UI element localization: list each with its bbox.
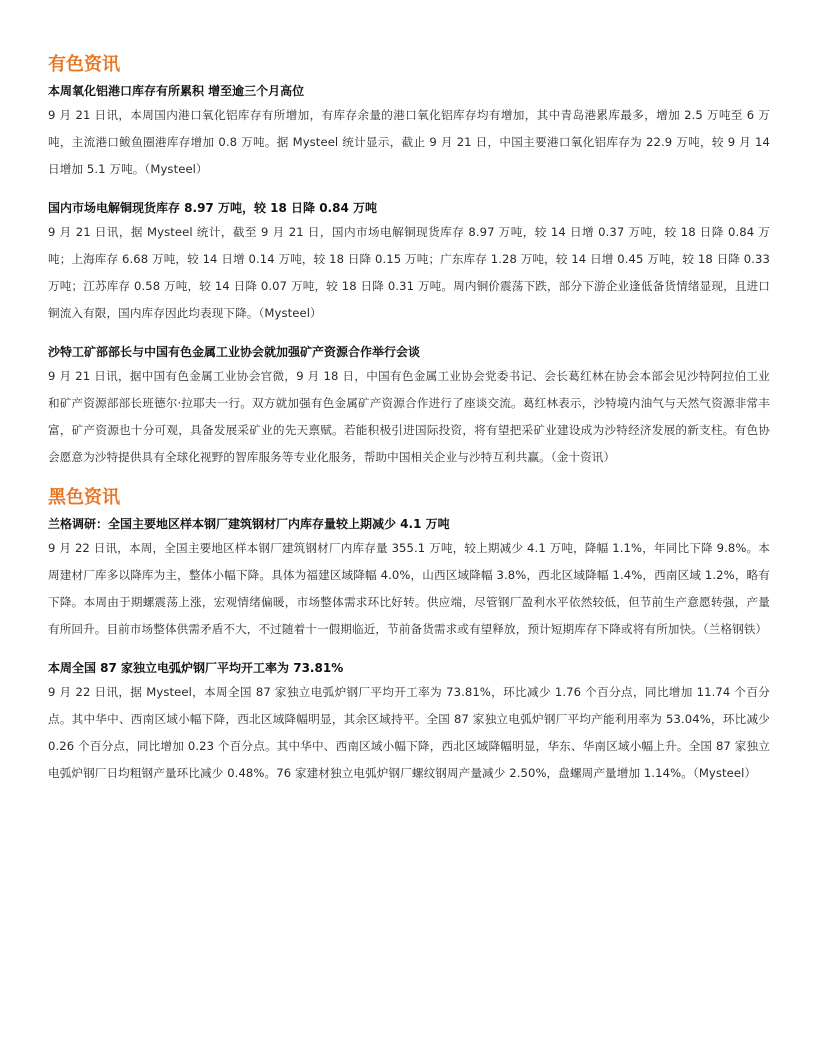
section-heading-ferrous: 黑色资讯 xyxy=(48,487,120,508)
article-title: 国内市场电解铜现货库存 8.97 万吨，较 18 日降 0.84 万吨 xyxy=(48,201,377,215)
article-title: 沙特工矿部部长与中国有色金属工业协会就加强矿产资源合作举行会谈 xyxy=(48,345,421,359)
article-title: 本周全国 87 家独立电弧炉钢厂平均开工率为 73.81% xyxy=(48,661,344,675)
article-body: 9 月 22 日讯，据 Mysteel，本周全国 87 家独立电弧炉钢厂平均开工率为 73.81%，环比减少 1.76 个百分点，同比增加 11.74 个百分点。其中华中、西南区域小幅下降，西北区域降幅明显，其余区域持平。全国 87 家独立电弧炉钢厂平均产能利用率为 53.04%，环比减少 0.26 个百分点，同比增加 0.23 个百分点。其中华中、西南区域小幅下降，西北区域降幅明显，华东、华南区域小幅上升。全国 87 家独立电弧炉钢厂日均粗钢产量环比减少 0.48%。76 家建材独立电弧炉钢厂螺纹钢周产量减少 2.50%，盘螺周产量增加 1.14%。（Mysteel） xyxy=(48,685,770,780)
article-body: 9 月 21 日讯，据中国有色金属工业协会官微，9 月 18 日，中国有色金属工业协会党委书记、会长葛红林在协会本部会见沙特阿拉伯工业和矿产资源部部长班德尔·拉耶夫一行。双方就加强有色金属矿产资源合作进行了座谈交流。葛红林表示，沙特境内油气与天然气资源非常丰富，矿产资源也十分可观，具备发展采矿业的先天禀赋。若能积极引进国际投资，将有望把采矿业建设成为沙特经济发展的新支柱。有色协会愿意为沙特提供具有全球化视野的智库服务等专业化服务，帮助中国相关企业与沙特互利共赢。（金十资讯） xyxy=(48,369,770,464)
article-body: 9 月 21 日讯，本周国内港口氧化铝库存有所增加，有库存余量的港口氧化铝库存均有增加，其中青岛港累库最多，增加 2.5 万吨至 6 万吨，主流港口鲅鱼圈港库存增加 0.8 万吨。据 Mysteel 统计显示，截止 9 月 21 日，中国主要港口氧化铝库存为 22.9 万吨，较 9 月 14 日增加 5.1 万吨。（Mysteel） xyxy=(48,108,770,176)
article-lange-steel-inventory xyxy=(48,513,770,643)
article-copper-inventory xyxy=(48,197,770,327)
article-saudi-minister-talks xyxy=(48,341,770,471)
article-title: 兰格调研：全国主要地区样本钢厂建筑钢材厂内库存量较上期减少 4.1 万吨 xyxy=(48,517,450,531)
article-alumina-port-inventory xyxy=(48,80,770,183)
section-heading-nonferrous: 有色资讯 xyxy=(48,54,120,75)
article-electric-arc-furnace xyxy=(48,657,770,787)
article-body: 9 月 21 日讯，据 Mysteel 统计，截至 9 月 21 日，国内市场电解铜现货库存 8.97 万吨，较 14 日增 0.37 万吨，较 18 日降 0.84 万吨；上海库存 6.68 万吨，较 14 日增 0.14 万吨，较 18 日降 0.15 万吨；广东库存 1.28 万吨，较 14 日增 0.45 万吨，较 18 日降 0.33 万吨；江苏库存 0.58 万吨，较 14 日降 0.07 万吨，较 18 日降 0.31 万吨。周内铜价震荡下跌，部分下游企业逢低备货情绪显现，且进口铜流入有限，国内库存因此均表现下降。（Mysteel） xyxy=(48,225,770,320)
document-page xyxy=(48,50,770,787)
article-body: 9 月 22 日讯，本周，全国主要地区样本钢厂建筑钢材厂内库存量 355.1 万吨，较上期减少 4.1 万吨，降幅 1.1%，年同比下降 9.8%。本周建材厂库多以降库为主，整体小幅下降。具体为福建区域降幅 4.0%，山西区域降幅 3.8%，西北区域降幅 1.4%，西南区域 1.2%，略有下降。本周由于期螺震荡上涨，宏观情绪偏暖，市场整体需求环比好转。供应端，尽管钢厂盈利水平依然较低，但节前生产意愿转强，产量有所回升。目前市场整体供需矛盾不大，不过随着十一假期临近，节前备货需求或有望释放，预计短期库存下降或将有所加快。（兰格钢铁） xyxy=(48,541,770,636)
article-title: 本周氧化铝港口库存有所累积 增至逾三个月高位 xyxy=(48,84,305,98)
